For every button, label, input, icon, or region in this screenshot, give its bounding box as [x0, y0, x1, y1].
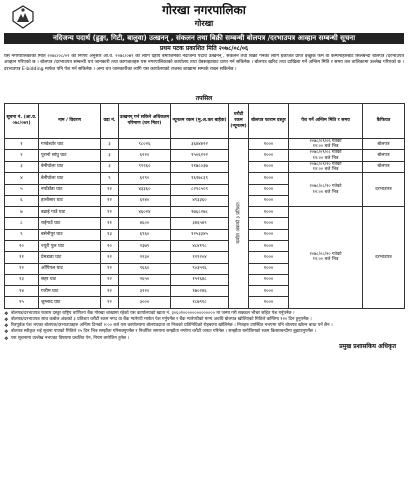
cell-remark: दरभाउपत्र	[363, 173, 405, 207]
cell-amount: ३६४४४२२	[171, 139, 229, 150]
bullet-icon: ❖	[4, 329, 9, 336]
cell-fee: १०००	[249, 184, 289, 195]
cell-notice-no: ३	[5, 161, 39, 172]
cell-notice-no: ७	[5, 207, 39, 218]
cell-ward: १२	[101, 252, 119, 263]
bid-schedule-table	[4, 103, 405, 309]
col-header-name: नाम / विवरण	[39, 104, 101, 139]
cell-amount: १८७९१८	[171, 297, 229, 308]
table-row	[5, 207, 405, 218]
cell-quantity: ३२२०	[119, 286, 171, 297]
municipality-location: गोरखा	[194, 19, 214, 28]
cell-ward: १२	[101, 274, 119, 285]
cell-notice-no: ६	[5, 195, 39, 206]
cell-amount: ४९३३६०	[171, 195, 229, 206]
cell-quantity: ६२४०	[119, 195, 171, 206]
cell-name: बढाई गाउँ घाट	[39, 207, 101, 218]
cell-quantity: ३०००	[119, 297, 171, 308]
table-row	[5, 150, 405, 161]
cell-ward: ३	[101, 161, 119, 172]
cell-remark: बोलपत्र	[363, 161, 405, 172]
cell-name: पुरानो सांघु घाट	[39, 150, 101, 161]
table-row	[5, 173, 405, 184]
cell-quantity: ६९६०	[119, 229, 171, 240]
cell-fee: १०००	[249, 241, 289, 252]
cell-name: बेनीघोला घाट	[39, 173, 101, 184]
bullet-icon: ❖	[4, 335, 9, 342]
cell-amount: २१७८०३७	[171, 161, 229, 172]
notice-notes	[4, 311, 404, 342]
cell-notice-no: १४	[5, 286, 39, 297]
cell-amount: १७६८२७८	[171, 207, 229, 218]
cell-notice-no: १३	[5, 274, 39, 285]
cell-amount: ४८४१९८	[171, 241, 229, 252]
table-header-row	[5, 104, 405, 139]
col-header-form-fee: बोलपत्र फाराम दस्तुर	[249, 104, 289, 139]
cell-fee: १०००	[249, 229, 289, 240]
cell-amount: १२५३३४५	[171, 229, 229, 240]
cell-fee: १०००	[249, 195, 289, 206]
cell-ward: १२	[101, 184, 119, 195]
cell-deadline: २०७८/०९/०६ गतेको १२:०० बजे भित्र	[289, 139, 363, 150]
municipality-emblem-icon	[8, 4, 38, 30]
cell-quantity: ४६००	[119, 218, 171, 229]
cell-notice-no: १५	[5, 297, 39, 308]
cell-name: गण्डेश्वोर घाट	[39, 139, 101, 150]
cell-amount: ८२९८५०९	[171, 184, 229, 195]
cell-fee: १०००	[249, 161, 289, 172]
notice-header	[4, 3, 404, 31]
col-header-remarks: कैफियत	[363, 104, 405, 139]
cell-quantity: ९८०२६	[119, 139, 171, 150]
note-item: ❖ बोलपत्र/दरभाउपत्र फाराम दस्तुर राष्ट्रिय वाणिज्य बैंक गोरखा शाखामा रहेको यस कार्यालयको खाता नं. ३०६०१०००००००००००००० मा जम्मा गरी सक्कल भौचर सहित पेश गर्नुपर्नेछ ।	[4, 310, 295, 317]
cell-ward: १३	[101, 229, 119, 240]
cell-deadline: २०७८/०८/२० गतेको १२:०० बजे भित्र	[289, 173, 363, 207]
col-header-deadline: पेश गर्ने अन्तिम मिति र समय	[289, 104, 363, 139]
cell-fee: १०००	[249, 263, 289, 274]
municipality-title: गोरखा नगरपालिका	[162, 3, 246, 17]
cell-quantity: ६२२०	[119, 150, 171, 161]
intro-paragraph: यस नगरपालिकाको मिति २०७८/०८/०२ को निर्णय अनुसार आ.व. २०७८/०७९ को लागि देहाय बमोजिमको नदीजन्य पदार्थ उत्खनन् , संकलन तथा बिक्री गर्नका लागि इजाजत प्राप्त इच्छुक फर्म वा कम्पनीहरुबाट सिलबन्दी बोलपत्र /दरभाउपत्र आव्हान गरिएको छ । बोलपत्र /दरभाउपत्र सम्बन्धी थप जानकारी तथा कागजातहरु यस नगरपालिकाको कार्यालय तथा वेबसाइटबाट प्राप्त गर्न सकिनेछ । बोलपत्र खरिद तथा दाखिला गर्ने अन्तिम मिति र समय तल तालिकामा उल्लेख गरिएको छ । दरभाउपत्र E-bidding मार्फत पनि पेश गर्न सकिनेछ । अन्य थप जानकारीका लागि यस कार्यालयको राजस्व शाखामा सम्पर्क राख्न सकिनेछ ।	[4, 54, 404, 72]
cell-name: नयाँडाँडा घाट	[39, 184, 101, 195]
cell-ward: ३	[101, 150, 119, 161]
col-header-deposit: धरौटी रकम (न्यूनतम)	[229, 104, 249, 139]
note-item: ❖ बोलपत्र/दरभाउपत्र साथ कबोल अंकको ३ प्रतिशत धरौटी रकम नगद वा बैंक ग्यारेण्टी मार्फत पेश गर्नुपर्नेछ र बैंक ग्यारेण्टीको मान्य अवधि बोलपत्र खोलिएको मितिले कम्तिमा १२० दिन हुनुपर्नेछ ।	[4, 316, 312, 323]
cell-fee: १०००	[249, 218, 289, 229]
cell-notice-no: १	[5, 139, 39, 150]
cell-name: गारीम घाट	[39, 286, 101, 297]
bullet-icon: ❖	[4, 310, 9, 317]
cell-name: आँपिपल घाट	[39, 263, 101, 274]
col-header-ward: वडा नं.	[101, 104, 119, 139]
cell-amount: १५०६२२२	[171, 150, 229, 161]
cell-remark: बोलपत्र	[363, 139, 405, 150]
col-header-min-amount: न्यूनतम रकम (मु.अ.कर बाहेक)	[171, 104, 229, 139]
cell-ward: १२	[101, 207, 119, 218]
bullet-icon: ❖	[4, 316, 9, 323]
cell-notice-no: २	[5, 150, 39, 161]
cell-deposit-note: कबोल अंकको ३ प्रतिशत	[229, 139, 249, 309]
cell-notice-no: ४	[5, 173, 39, 184]
cell-ward: १२	[101, 263, 119, 274]
note-item: ❖ बोलपत्र स्वीकृत भई सूचना पाएको मितिले १५ दिन भित्र सम्झौता गरिसक्नुपर्नेछ र निर्धारित समयमा सम्झौता नगरेमा धरौटी जफत गरिनेछ । सम्झौता बमोजिमको रकम किस्ताबन्दीमा बुझाउनुपर्नेछ ।	[4, 329, 317, 336]
cell-quantity: २२३०	[119, 252, 171, 263]
cell-name: सहर घाट	[39, 274, 101, 285]
cell-fee: १०००	[249, 207, 289, 218]
note-item: ❖ रितपूर्वक पेश भएका बोलपत्र/दरभाउपत्रहरु अन्तिम दिनको २:०० बजे यस कार्यालयमा बोलपत्रदाता वा निजको प्रतिनिधिको रोहबरमा खोलिनेछ । निजहरु उपस्थित नभएमा पनि बोलपत्र खोल्न बाधा पर्ने छैन ।	[4, 323, 333, 330]
cell-quantity: २३७९	[119, 241, 171, 252]
cell-notice-no: १२	[5, 263, 39, 274]
cell-deadline: २०७८/०८/२० गतेको १२:०० बजे भित्र	[289, 207, 363, 309]
cell-name: प्रेमडाडा घाट	[39, 252, 101, 263]
cell-quantity: २६५०	[119, 274, 171, 285]
cell-ward: १२	[101, 297, 119, 308]
cell-amount: १५२६४८	[171, 274, 229, 285]
cell-name: बेनीघोला घाट	[39, 161, 101, 172]
cell-amount: ९०३५९६	[171, 263, 229, 274]
note-item: ❖ यस सूचनामा उल्लेख नभएका विषयमा प्रचलित ऐन, नियम बमोजिम हुनेछ ।	[4, 335, 130, 342]
cell-deadline: २०७८/०९/२० गतेको १२:०० बजे भित्र	[289, 161, 363, 172]
cell-name: ज्यूरी पुल घाट	[39, 241, 101, 252]
cell-quantity: ४६०२४	[119, 207, 171, 218]
cell-notice-no: ५	[5, 184, 39, 195]
cell-fee: १०००	[249, 150, 289, 161]
schedule-title: तपसिल	[195, 95, 213, 102]
cell-name: हात्तीसार घाट	[39, 195, 101, 206]
cell-notice-no: १०	[5, 241, 39, 252]
cell-ward: ३	[101, 139, 119, 150]
cell-name: बसेनीपुर घाट	[39, 229, 101, 240]
cell-ward: १२	[101, 286, 119, 297]
cell-deadline: २०७८/०९/०८ गतेको १२:०० बजे भित्र	[289, 150, 363, 161]
table-row	[5, 139, 405, 150]
cell-remark: दरभाउपत्र	[363, 207, 405, 309]
notice-subject-banner: नदिजन्य पदार्थ (ढुङ्गा, गिटी, बालुवा) उत्खनन् , संकलन तथा बिक्री सम्बन्धी बोलपत्र /दरभाउपत्र आव्हान सम्बन्धी सूचना	[4, 33, 404, 44]
cell-ward: ११	[101, 218, 119, 229]
publication-date: प्रथम पटक प्रकाशित मिति २०७८/०८/०६	[159, 45, 249, 52]
cell-amount: ३४६५४९	[171, 218, 229, 229]
col-header-notice-no: सूचना नं. (आ.व. ०७८/०७९)	[5, 104, 39, 139]
cell-notice-no: ८	[5, 218, 39, 229]
cell-quantity: ९९२६०	[119, 161, 171, 172]
cell-fee: १०००	[249, 297, 289, 308]
cell-fee: १०००	[249, 139, 289, 150]
cell-amount: १६२७८३९	[171, 173, 229, 184]
table-row	[5, 161, 405, 172]
cell-notice-no: ११	[5, 252, 39, 263]
cell-fee: १०००	[249, 286, 289, 297]
signature-title: प्रमुख प्रशासकिय अधिकृत	[339, 342, 396, 350]
cell-fee: १०००	[249, 274, 289, 285]
cell-ward: १२	[101, 195, 119, 206]
cell-fee: १०००	[249, 173, 289, 184]
cell-amount: १२९२०४	[171, 252, 229, 263]
cell-quantity: ४३३६०	[119, 184, 171, 195]
cell-quantity: ९६६०	[119, 263, 171, 274]
cell-ward: १०	[101, 241, 119, 252]
cell-fee: १०००	[249, 252, 289, 263]
col-header-quantity: उत्खनन् गर्न सकिने अधिकतम परिमाण (घन मिटर)	[119, 104, 171, 139]
cell-amount: १७०२४६	[171, 286, 229, 297]
cell-remark: बोलपत्र	[363, 150, 405, 161]
cell-name: राईगाउँ घाट	[39, 218, 101, 229]
cell-quantity: ६२९०	[119, 173, 171, 184]
cell-ward: ९	[101, 173, 119, 184]
cell-name: जुम्लाद घाट	[39, 297, 101, 308]
bullet-icon: ❖	[4, 323, 9, 330]
cell-notice-no: ९	[5, 229, 39, 240]
